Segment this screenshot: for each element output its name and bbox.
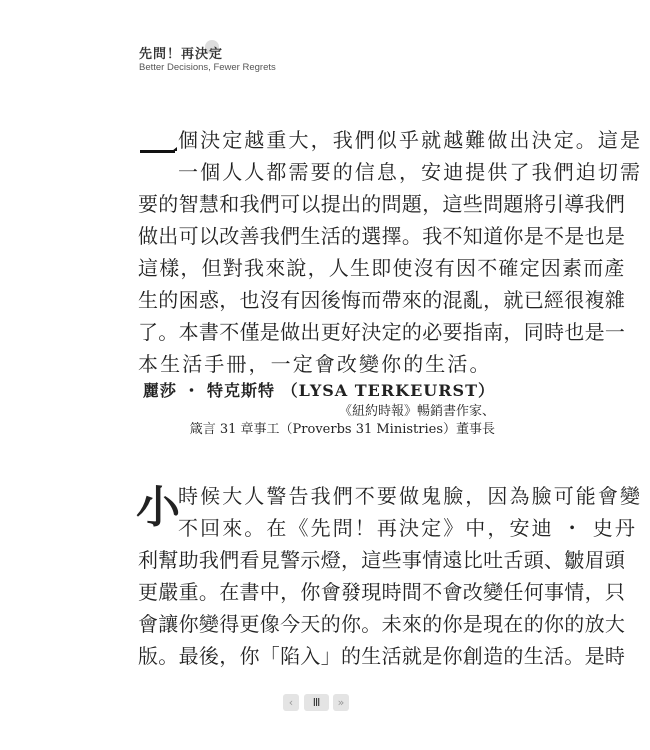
book-title: 先問！再決定 — [139, 47, 224, 62]
book-subtitle: Better Decisions, Fewer Regrets — [139, 62, 276, 73]
text-line: 一個人人都需要的信息，安迪提供了我們迫切需 — [178, 160, 643, 184]
text-line: 利幫助我們看見警示燈，這些事情遠比吐舌頭、皺眉頭 — [138, 548, 626, 572]
text-line: 了。本書不僅是做出更好決定的必要指南，同時也是一 — [138, 320, 626, 344]
endorsement-paragraph — [138, 124, 643, 380]
prev-page-button[interactable]: ‹ — [283, 694, 299, 711]
text-line: 本生活手冊，一定會改變你的生活。 — [138, 352, 492, 376]
endorsement-paragraph — [138, 480, 643, 672]
text-line: 會讓你變得更像今天的你。未來的你是現在的你的放大 — [138, 612, 626, 636]
text-line: 生的困惑，也沒有因後悔而帶來的混亂，就已經很複雜 — [138, 288, 626, 312]
signature-name: 麗莎 ・ 特克斯特 （LYSA TERKEURST） — [142, 381, 495, 400]
text-line: 這樣，但對我來說，人生即使沒有因不確定因素而產 — [138, 256, 626, 280]
text-line: 版。最後，你「陷入」的生活就是你創造的生活。是時 — [138, 644, 626, 668]
text-line: 更嚴重。在書中，你會發現時間不會改變任何事情，只 — [138, 580, 626, 604]
drop-cap: 小 — [136, 482, 180, 533]
text-line: 不回來。在《先問！再決定》中，安迪 ・ 史丹 — [178, 516, 637, 540]
text-line: 做出可以改善我們生活的選擇。我不知道你是不是也是 — [138, 224, 626, 248]
text-line: 時候大人警告我們不要做鬼臉，因為臉可能會變 — [178, 484, 643, 508]
signature-role: 《紐約時報》暢銷書作家、 — [338, 404, 495, 419]
next-page-button[interactable]: » — [333, 694, 349, 711]
text-line: 個決定越重大，我們似乎就越難做出決定。這是 — [178, 128, 643, 152]
signature-role: 箴言 31 章事工（Proverbs 31 Ministries）董事長 — [189, 422, 495, 437]
text-line: 要的智慧和我們可以提出的問題，這些問題將引導我們 — [138, 192, 626, 216]
menu-button[interactable]: Ⅲ — [304, 694, 329, 711]
